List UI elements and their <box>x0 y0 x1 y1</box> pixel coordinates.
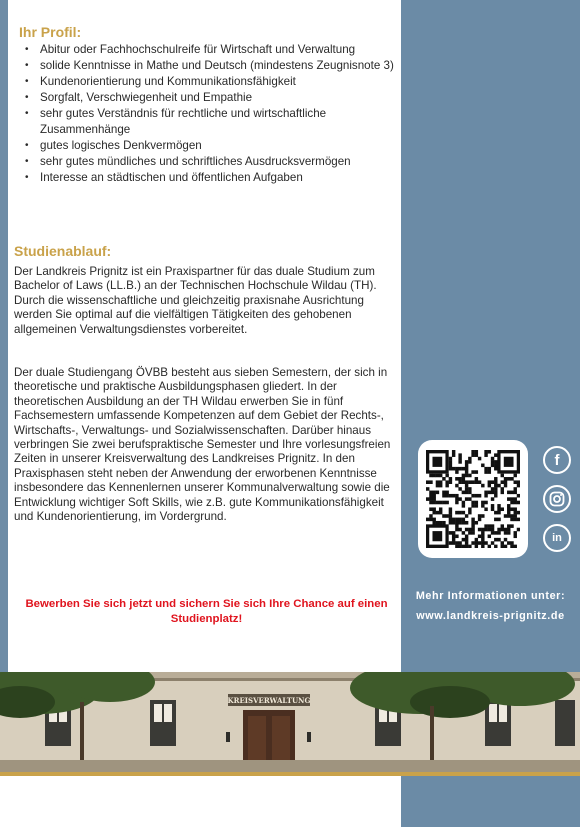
profile-item: • solide Kenntnisse in Mathe und Deutsch (mindestens Zeugnisnote 3) <box>22 58 394 74</box>
profile-list <box>22 42 394 186</box>
profile-item: • Interesse an städtischen und öffentlichen Aufgaben <box>22 170 394 186</box>
qr-code[interactable] <box>418 440 528 558</box>
profile-item: • sehr gutes mündliches und schriftliches Ausdrucksvermögen <box>22 154 394 170</box>
instagram-icon[interactable] <box>543 485 571 513</box>
profile-item: • Abitur oder Fachhochschulreife für Wirtschaft und Verwaltung <box>22 42 394 58</box>
instagram-glyph <box>549 491 565 507</box>
main-content-panel <box>8 0 401 672</box>
profile-heading: Ihr Profil: <box>19 24 82 40</box>
facebook-icon[interactable] <box>543 446 571 474</box>
profile-item: • sehr gutes Verständnis für rechtliche und wirtschaftliche Zusammenhänge <box>22 106 394 138</box>
studium-paragraph-1: Der Landkreis Prignitz ist ein Praxispartner für das duale Studium zum Bachelor of Laws (LL.B.) an der Technischen Hochschule Wildau (TH). Durch die wissenschaftliche und gleichzeitig praxisnahe Ausrichtung werden Sie optimal auf die vielfältigen Tätigkeiten des gehobenen allgemeinen Verwaltungsdienstes vorbereitet. <box>14 265 377 336</box>
profile-item: • Kundenorientierung und Kommunikationsfähigkeit <box>22 74 394 90</box>
footer-blue-block <box>401 776 580 827</box>
linkedin-icon[interactable] <box>543 524 571 552</box>
call-to-action: Bewerben Sie sich jetzt und sichern Sie sich Ihre Chance auf einen Studienplatz! <box>25 598 388 625</box>
studium-heading: Studienablauf: <box>14 243 112 259</box>
footer-white-block <box>0 776 401 827</box>
facebook-glyph: f <box>554 451 560 469</box>
profile-item: • Sorgfalt, Verschwiegenheit und Empathie <box>22 90 394 106</box>
building-photo <box>0 672 580 772</box>
linkedin-glyph: in <box>552 532 562 544</box>
profile-item: • gutes logisches Denkvermögen <box>22 138 394 154</box>
qr-code-icon <box>426 450 520 548</box>
building-illustration <box>0 672 580 772</box>
more-info-label: Mehr Informationen unter: <box>415 590 566 602</box>
studium-paragraph-2: Der duale Studiengang ÖVBB besteht aus sieben Semestern, der sich in theoretische und praktische Ausbildungsphasen gliedert. In der theoretischen Ausbildung an der TH Wildau erwerben Sie in fünf Fachsemestern umfassende Kompetenzen auf dem Gebiet der Rechts-, Wirtschafts-, Verwaltungs- und Sozialwissenschaften. Darüber hinaus verbringen Sie zwei berufspraktische Semester und Ihre vorlesungsfreien Zeiten in unserer Kreisverwaltung des Landkreises Prignitz. In den Praxisphasen steht neben der Anwendung der erworbenen Kenntnisse insbesondere das Kennenlernen unserer Kommunalverwaltung sowie die Entwicklung wichtiger Soft Skills, wie z.B. gute Kommunikationsfähigkeit und Kundenorientierung, im Vordergrund. <box>14 366 391 524</box>
building-sign: KREISVERWALTUNG <box>227 696 311 705</box>
website-link[interactable]: www.landkreis-prignitz.de <box>416 610 565 622</box>
